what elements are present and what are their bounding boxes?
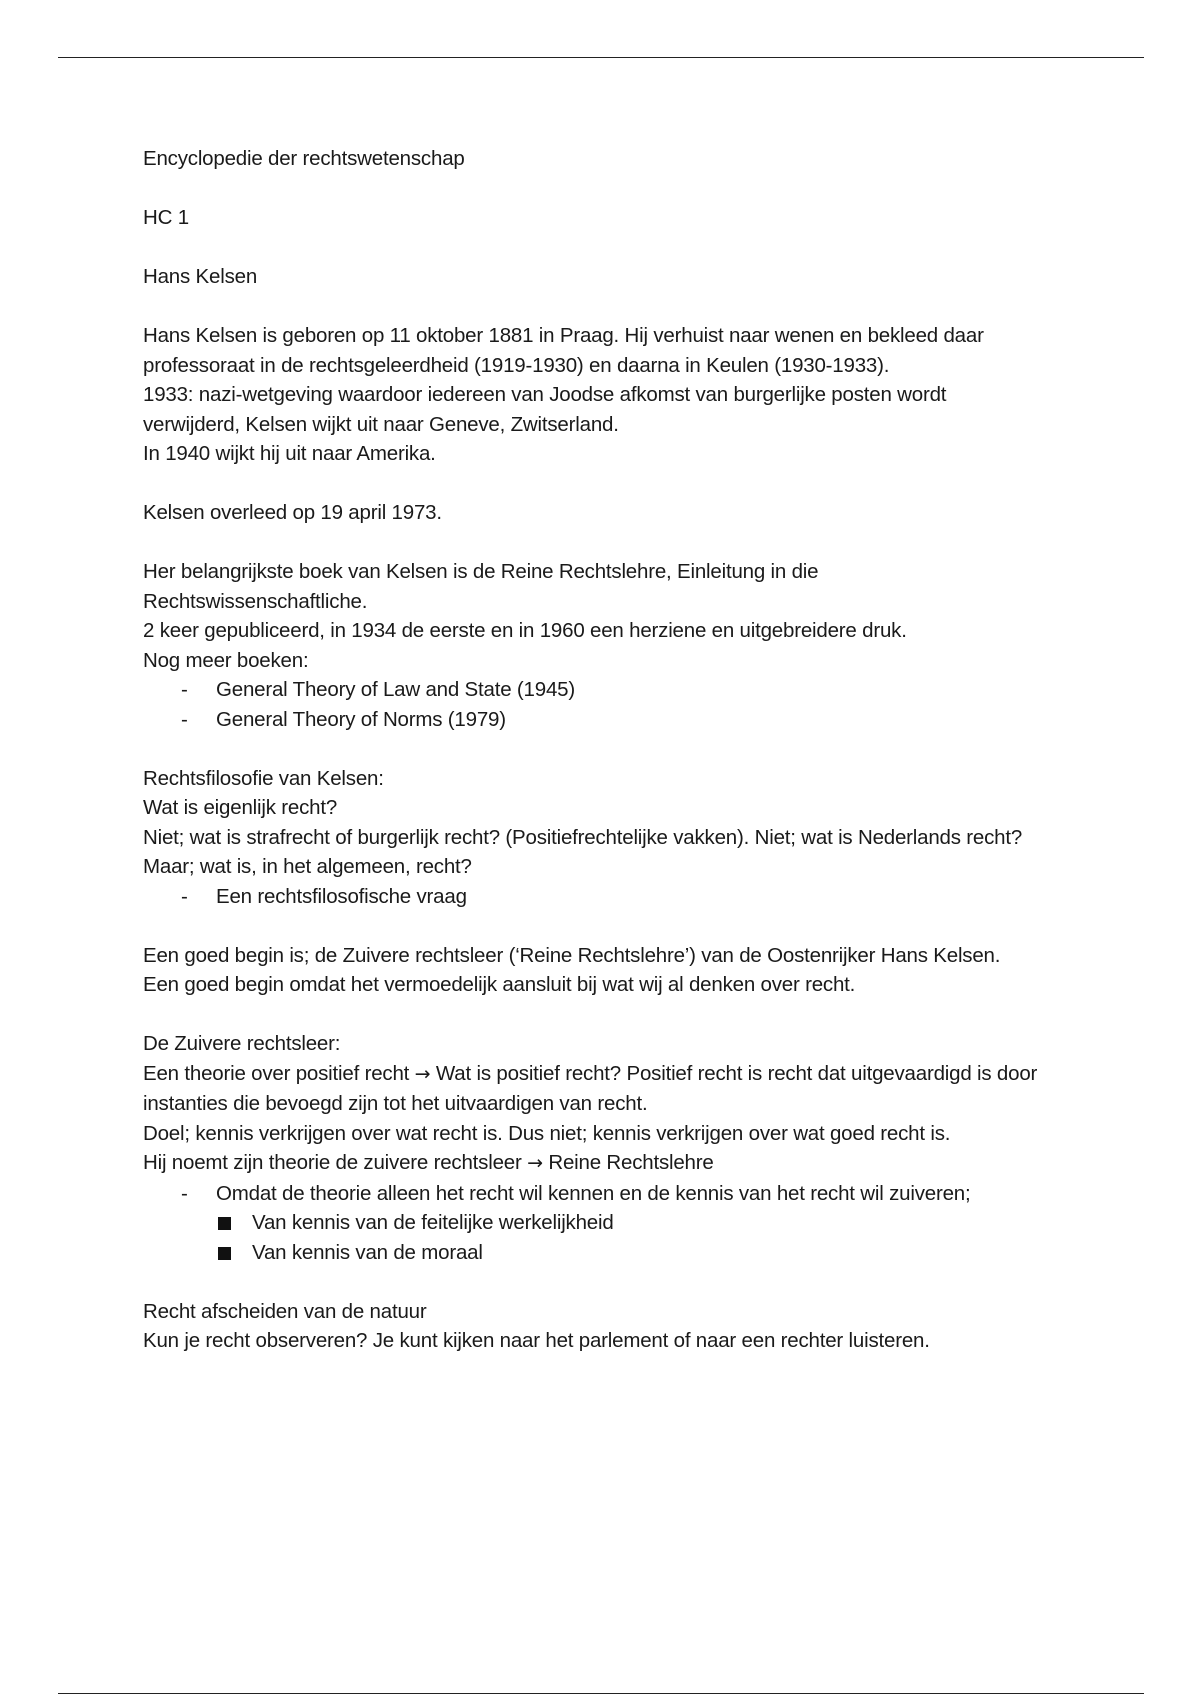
square-bullet-icon bbox=[218, 1217, 231, 1230]
list-item: - Omdat de theorie alleen het recht wil kennen en de kennis van het recht wil zuiveren; Van kennis van de feitelijke werkelijkheid Van kennis van de moraal bbox=[143, 1179, 1048, 1268]
list-item: Van kennis van de feitelijke werkelijkheid bbox=[216, 1208, 1048, 1238]
arrow-right-icon: → bbox=[527, 1152, 543, 1174]
dash-bullet: - bbox=[181, 678, 188, 701]
pure-paragraph: Doel; kennis verkrijgen over wat recht is. Dus niet; kennis verkrijgen over wat goed recht is. bbox=[143, 1121, 951, 1145]
nature-paragraph: Kun je recht observeren? Je kunt kijken naar het parlement of naar een rechter luisteren. bbox=[143, 1329, 930, 1352]
books-list bbox=[143, 675, 1048, 734]
bio-paragraph: Hans Kelsen is geboren op 11 oktober 1881 in Praag. Hij verhuist naar wenen en bekleed daar professoraat in de rechtsgeleerdheid (1919-1930) en daarna in Keulen (1930-1933). bbox=[143, 324, 984, 377]
square-bullet-icon bbox=[218, 1247, 231, 1260]
more-books-label: Nog meer boeken: bbox=[143, 648, 309, 672]
pure-paragraph: Een theorie over positief recht → Wat is positief recht? Positief recht is recht dat uitgevaardigd is door instanties die bevoegd zijn tot het uitvaardigen van recht. bbox=[143, 1061, 1038, 1115]
section-heading-hans-kelsen: Hans Kelsen bbox=[143, 265, 258, 288]
footer-rule bbox=[58, 1693, 1144, 1694]
lecture-label: HC 1 bbox=[143, 206, 189, 229]
philosophy-list bbox=[143, 882, 1048, 912]
dash-bullet: - bbox=[181, 707, 188, 731]
start-paragraph: Een goed begin omdat het vermoedelijk aansluit bij wat wij al denken over recht. bbox=[143, 973, 856, 996]
dash-bullet: - bbox=[181, 1181, 188, 1205]
list-item: - Een rechtsfilosofische vraag bbox=[143, 882, 1048, 912]
list-item: - General Theory of Norms (1979) bbox=[143, 705, 1048, 735]
sub-list bbox=[216, 1208, 1048, 1267]
list-item: Van kennis van de moraal bbox=[216, 1238, 1048, 1268]
section-heading-nature: Recht afscheiden van de natuur bbox=[143, 1299, 427, 1323]
books-paragraph: Her belangrijkste boek van Kelsen is de Reine Rechtslehre, Einleitung in die Rechtswissenschaftliche. bbox=[143, 560, 819, 613]
death-paragraph: Kelsen overleed op 19 april 1973. bbox=[143, 501, 442, 524]
section-heading-philosophy: Rechtsfilosofie van Kelsen: bbox=[143, 766, 384, 790]
header-rule bbox=[58, 57, 1144, 58]
books-paragraph: 2 keer gepubliceerd, in 1934 de eerste en in 1960 een herziene en uitgebreidere druk. bbox=[143, 619, 907, 642]
bio-paragraph: In 1940 wijkt hij uit naar Amerika. bbox=[143, 442, 436, 465]
list-item: - General Theory of Law and State (1945) bbox=[143, 675, 1048, 705]
start-paragraph: Een goed begin is; de Zuivere rechtsleer (‘Reine Rechtslehre’) van de Oostenrijker Hans Kelsen. bbox=[143, 943, 1001, 967]
philosophy-paragraph: Wat is eigenlijk recht? bbox=[143, 796, 338, 819]
document-body bbox=[143, 144, 1048, 1356]
document-title: Encyclopedie der rechtswetenschap bbox=[143, 147, 465, 170]
pure-paragraph: Hij noemt zijn theorie de zuivere rechtsleer → Reine Rechtslehre bbox=[143, 1151, 714, 1174]
dash-bullet: - bbox=[181, 884, 188, 908]
philosophy-paragraph: Niet; wat is strafrecht of burgerlijk recht? (Positiefrechtelijke vakken). Niet; wat is Nederlands recht? bbox=[143, 825, 1023, 849]
bio-paragraph: 1933: nazi-wetgeving waardoor iedereen van Joodse afkomst van burgerlijke posten wordt verwijderd, Kelsen wijkt uit naar Geneve, Zwitserland. bbox=[143, 383, 947, 436]
arrow-right-icon: → bbox=[414, 1062, 431, 1085]
section-heading-pure-theory: De Zuivere rechtsleer: bbox=[143, 1032, 341, 1055]
pure-list bbox=[143, 1179, 1048, 1268]
philosophy-paragraph: Maar; wat is, in het algemeen, recht? bbox=[143, 855, 472, 878]
